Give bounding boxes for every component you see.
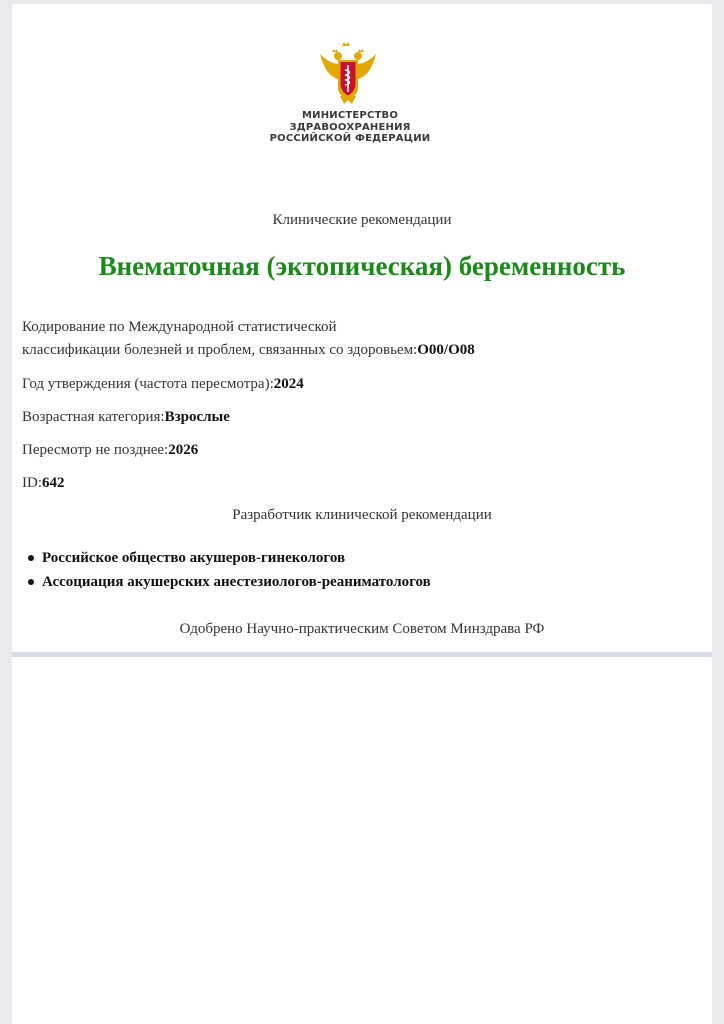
review-label: Пересмотр не позднее:: [22, 442, 169, 458]
age-field: [22, 406, 230, 429]
ministry-line-2: ЗДРАВООХРАНЕНИЯ: [289, 121, 411, 133]
age-value: Взрослые: [164, 409, 230, 425]
bullet-icon: [28, 579, 34, 585]
developer-heading: Разработчик клинической рекомендации: [232, 507, 492, 523]
year-field: [22, 373, 304, 396]
bullet-icon: [28, 555, 34, 561]
coding-line2: [22, 339, 475, 362]
ministry-name: [250, 110, 450, 145]
document-page-blank: [12, 657, 712, 1024]
review-field: [22, 439, 198, 462]
approval-note: Одобрено Научно-практическим Советом Минздрава РФ: [179, 621, 545, 637]
coding-value: О00/О08: [417, 342, 475, 358]
coding-label-line2: классификации болезней и проблем, связанных со здоровьем:: [22, 342, 418, 358]
coding-label-line1: Кодирование по Международной статистической: [22, 319, 337, 335]
year-label: Год утверждения (частота пересмотра):: [22, 376, 274, 392]
list-item: [22, 546, 431, 570]
age-label: Возрастная категория:: [22, 409, 165, 425]
document-title: Внематочная (эктопическая) беременность: [98, 251, 626, 281]
ministry-line-3: РОССИЙСКОЙ ФЕДЕРАЦИИ: [269, 133, 431, 144]
developer-list: [22, 546, 431, 594]
id-label: ID:: [22, 475, 42, 491]
coding-field: [22, 316, 475, 362]
ministry-line-1: МИНИСТЕРСТВО: [301, 110, 399, 121]
double-headed-eagle-emblem-icon: [318, 40, 378, 106]
id-field: [22, 472, 65, 495]
document-type: Клинические рекомендации: [272, 212, 452, 228]
year-value: 2024: [273, 376, 304, 392]
id-value: 642: [42, 475, 65, 491]
developer-name: Российское общество акушеров-гинекологов: [42, 550, 346, 566]
review-value: 2026: [168, 442, 199, 458]
developer-name: Ассоциация акушерских анестезиологов-реаниматологов: [42, 574, 431, 590]
list-item: [22, 570, 431, 594]
